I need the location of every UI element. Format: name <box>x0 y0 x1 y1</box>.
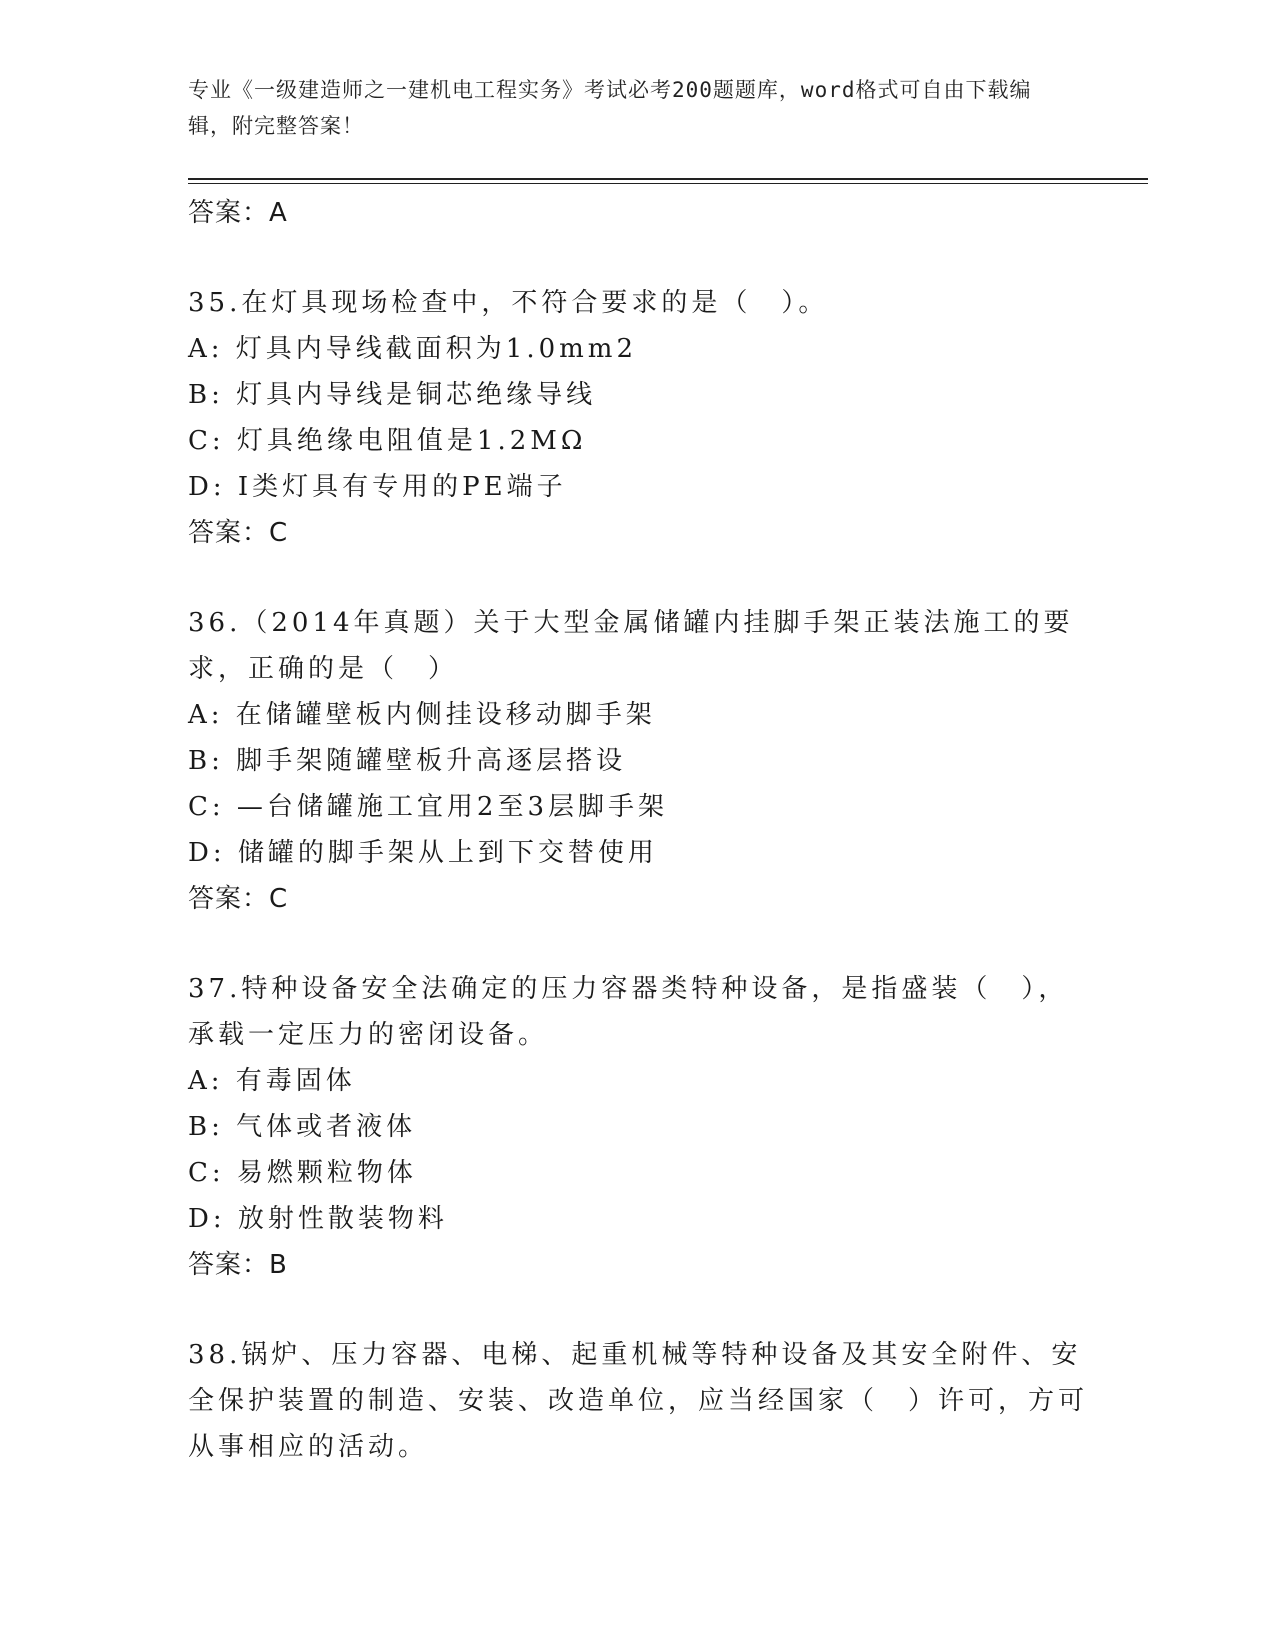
header-divider-thin <box>188 183 1148 184</box>
question-text: 37.特种设备安全法确定的压力容器类特种设备，是指盛装（ ），承载一定压力的密闭设备。 <box>188 974 1069 1050</box>
answer-line: 答案：A <box>188 198 288 228</box>
option-a: A: 灯具内导线截面积为1.0mm2 <box>188 334 638 364</box>
option-b: B: 气体或者液体 <box>188 1112 417 1142</box>
question-text: 38.锅炉、压力容器、电梯、起重机械等特种设备及其安全附件、安全保护装置的制造、安装、改造单位，应当经国家（ ）许可，方可从事相应的活动。 <box>188 1340 1089 1462</box>
answer-line: 答案：B <box>188 1250 288 1280</box>
option-d: D: 储罐的脚手架从上到下交替使用 <box>188 838 658 868</box>
option-d: D: Ⅰ类灯具有专用的PE端子 <box>188 472 567 502</box>
option-a: A: 在储罐壁板内侧挂设移动脚手架 <box>188 700 656 730</box>
option-d: D: 放射性散装物料 <box>188 1204 448 1234</box>
question-block <box>188 966 1088 1288</box>
answer-line: 答案：C <box>188 518 289 548</box>
question-text: 35.在灯具现场检查中，不符合要求的是（ ）。 <box>188 288 829 318</box>
answer-line: 答案：C <box>188 884 289 914</box>
question-block <box>188 1332 1088 1470</box>
option-c: C: —台储罐施工宜用2至3层脚手架 <box>188 792 669 822</box>
question-block <box>188 600 1088 922</box>
document-body <box>188 190 1088 1470</box>
option-c: C: 灯具绝缘电阻值是1.2MΩ <box>188 426 587 456</box>
option-b: B: 脚手架随罐壁板升高逐层搭设 <box>188 746 627 776</box>
option-b: B: 灯具内导线是铜芯绝缘导线 <box>188 380 597 410</box>
header-divider-thick <box>188 178 1148 180</box>
document-header: 专业《一级建造师之一建机电工程实务》考试必考200题题库，word格式可自由下载编辑，附完整答案！ <box>188 78 1032 138</box>
question-text: 36.（2014年真题）关于大型金属储罐内挂脚手架正装法施工的要求，正确的是（ ） <box>188 608 1074 684</box>
question-block <box>188 280 1088 556</box>
option-a: A: 有毒固体 <box>188 1066 356 1096</box>
option-c: C: 易燃颗粒物体 <box>188 1158 417 1188</box>
